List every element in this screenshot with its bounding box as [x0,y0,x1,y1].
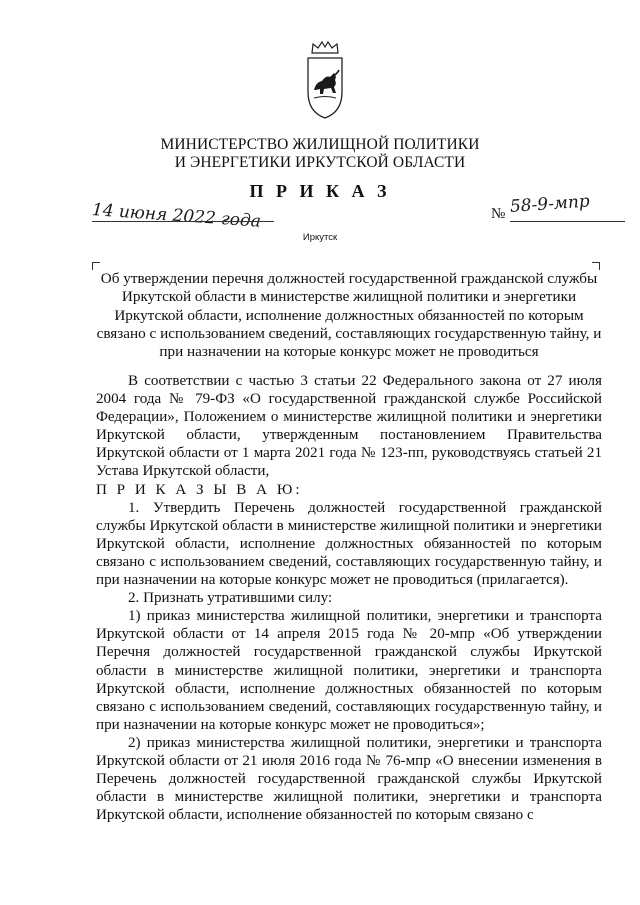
order-body [96,372,602,824]
item-2-2-paragraph: 2) приказ министерства жилищной политики, энергетики и транспорта Иркутской области от 21 июля 2016 года № 76-мпр «О внесении изменения в Перечень должностей государственной гражданской службы Иркутской области в министерстве жилищной политики, энергетики и транспорта Иркутской области, исполнение обязанностей по которым связано с [96,734,602,824]
item-2-1-paragraph: 1) приказ министерства жилищной политики, энергетики и транспорта Иркутской области от 14 апреля 2015 года № 20-мпр «Об утверждении Перечня должностей государственной гражданской службы Иркутской области в министерстве жилищной политики, энергетики и транспорта Иркутской области, исполнение должностных обязанностей по которым связано с использованием сведений, составляющих государственную тайну, и при назначении на которые конкурс может не проводиться»; [96,608,602,733]
ministry-name [120,136,520,172]
coat-of-arms-graphic [304,40,346,120]
heading-bracket-right [592,262,600,270]
order-heading: Об утверждении перечня должностей государственной гражданской службы Иркутской области в министерстве жилищной политики и энергетики Иркутской области, исполнение должностных обязанностей по которым связано с использованием сведений, составляющих государственную тайну, и при назначении на которые конкурс может не проводиться [96,270,602,361]
irkutsk-coat-of-arms-icon [304,40,346,120]
handwritten-order-number: 58-9-мпр [509,191,591,217]
ministry-name-line-1: МИНИСТЕРСТВО ЖИЛИЩНОЙ ПОЛИТИКИ [160,136,480,153]
heading-bracket-left [92,262,100,270]
number-underline [510,221,625,222]
order-word: П Р И К А З Ы В А Ю: [96,481,303,498]
ministry-name-line-2: И ЭНЕРГЕТИКИ ИРКУТСКОЙ ОБЛАСТИ [174,154,466,171]
document-type-title: П Р И К А З [249,181,391,201]
date-underline [92,221,274,222]
handwritten-date: 14 июня 2022 года [91,200,262,232]
preamble-paragraph: В соответствии с частью 3 статьи 22 Федерального закона от 27 июля 2004 года № 79-ФЗ «О государственной гражданской службе Российской Федерации», Положением о министерстве жилищной политики и энергетики Иркутской области, утвержденным постановлением Правительства Иркутской области от 1 марта 2021 года № 123-пп, руководствуясь статьей 21 Устава Иркутской области, [96,373,602,480]
city-label: Иркутск [302,232,338,243]
number-prefix: № [491,206,506,222]
item-1-paragraph: 1. Утвердить Перечень должностей государственной гражданской службы Иркутской области в министерстве жилищной политики и энергетики Иркутской области, исполнение должностных обязанностей по которым связано с использованием сведений, составляющих государственную тайну, и при назначении на которые конкурс может не проводиться (прилагается). [96,499,602,589]
item-2-paragraph: 2. Признать утратившими силу: [128,590,333,607]
